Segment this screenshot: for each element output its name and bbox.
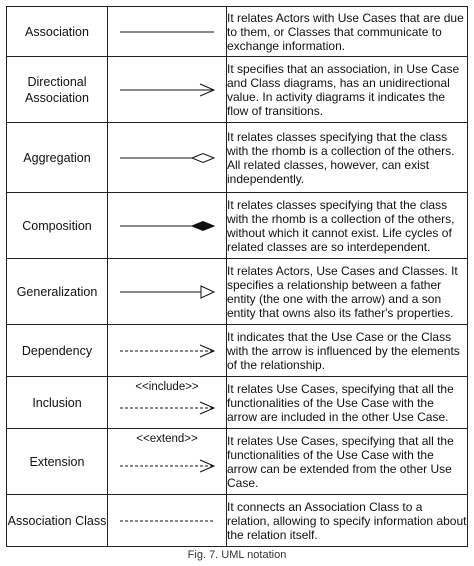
row-description: It relates classes specifying that the class with the rhomb is a collection of the others. All related classes, however, can exist independently.: [227, 123, 468, 193]
row-name: Generalization: [7, 259, 108, 325]
row-name: Aggregation: [7, 123, 108, 193]
aggregation-symbol: [108, 123, 227, 193]
generalization-symbol: [108, 259, 227, 325]
table-row: [7, 429, 468, 495]
row-name: Inclusion: [7, 377, 108, 429]
row-name: Association Class: [7, 495, 108, 547]
inclusion-symbol: [108, 377, 227, 429]
figure-caption: Fig. 7. UML notation: [187, 549, 287, 561]
row-description: It indicates that the Use Case or the Class with the arrow is influenced by the elements of the relationship.: [227, 325, 468, 377]
row-name: Composition: [7, 193, 108, 259]
row-description: It relates Actors, Use Cases and Classes. It specifies a relationship between a father entity (the one with the arrow) and a son entity that owns also its father's properties.: [227, 259, 468, 325]
table-row: [7, 259, 468, 325]
row-description: It relates Actors with Use Cases that are due to them, or Classes that communicate to exchange information.: [227, 7, 468, 57]
table-row: [7, 325, 468, 377]
row-name: Dependency: [7, 325, 108, 377]
row-name: Extension: [7, 429, 108, 495]
uml-notation-table: [6, 6, 468, 547]
table-row: [7, 495, 468, 547]
extend-stereotype-label: <<extend>>: [136, 433, 198, 445]
row-name: Directional Association: [7, 57, 108, 123]
composition-symbol: [108, 193, 227, 259]
table-row: [7, 193, 468, 259]
table-row: [7, 7, 468, 57]
extension-symbol: [108, 429, 227, 495]
dependency-symbol: [108, 325, 227, 377]
include-stereotype-label: <<include>>: [135, 381, 199, 393]
table-row: [7, 57, 468, 123]
row-description: It specifies that an association, in Use Case and Class diagrams, has an unidirectional value. In activity diagrams it indicates the flow of transitions.: [227, 57, 468, 123]
association-class-symbol: [108, 495, 227, 547]
directional-association-symbol: [108, 57, 227, 123]
row-description: It relates classes specifying that the class with the rhomb is a collection of the others, without which it cannot exist. Life cycles of related classes are so interdependent.: [227, 193, 468, 259]
table-row: [7, 377, 468, 429]
row-description: It connects an Association Class to a relation, allowing to specify information about the relation itself.: [227, 495, 468, 547]
row-description: It relates Use Cases, specifying that all the functionalities of the Use Case with the arrow are included in the other Use Case.: [227, 377, 468, 429]
row-name: Association: [7, 7, 108, 57]
association-symbol: [108, 7, 227, 57]
table-row: [7, 123, 468, 193]
row-description: It relates Use Cases, specifying that all the functionalities of the Use Case with the arrow can be extended from the other Use Case.: [227, 429, 468, 495]
